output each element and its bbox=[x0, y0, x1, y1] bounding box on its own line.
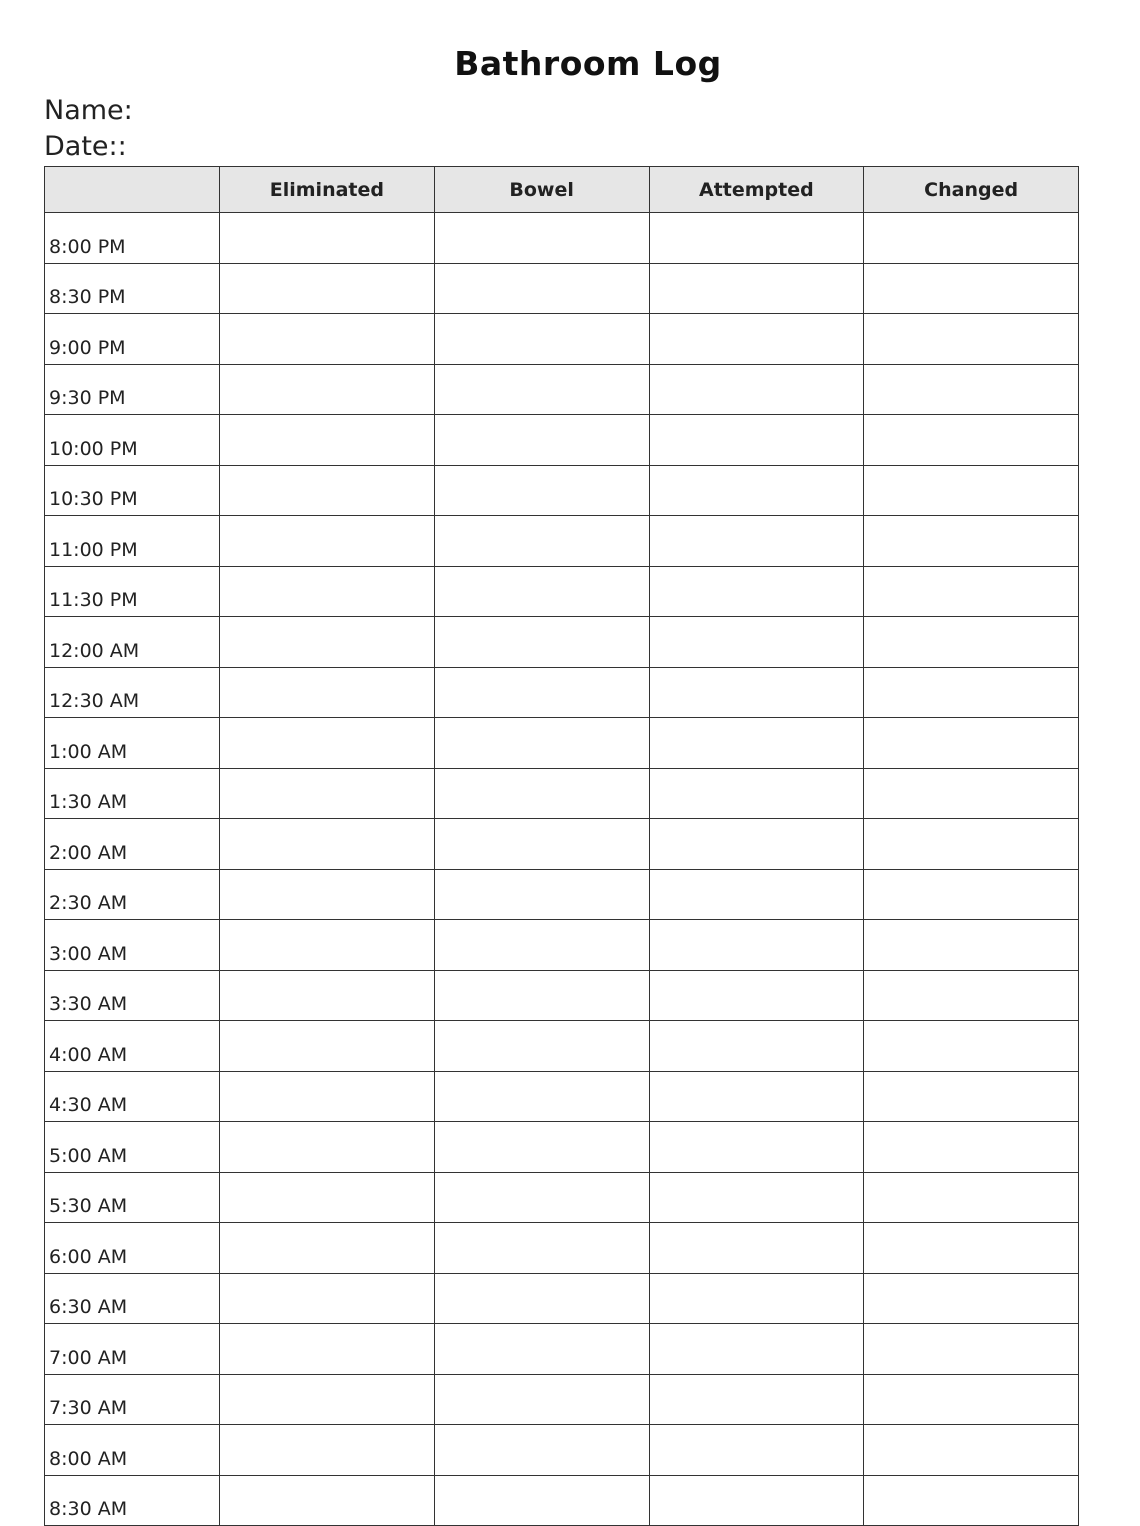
date-label: Date:: bbox=[44, 131, 127, 162]
table-row bbox=[45, 970, 1079, 1021]
attempted-cell[interactable] bbox=[649, 617, 864, 668]
changed-cell[interactable] bbox=[864, 213, 1079, 264]
eliminated-cell[interactable] bbox=[220, 213, 435, 264]
changed-cell[interactable] bbox=[864, 1071, 1079, 1122]
bowel-cell[interactable] bbox=[434, 1172, 649, 1223]
table-row bbox=[45, 1425, 1079, 1476]
bowel-cell[interactable] bbox=[434, 415, 649, 466]
bowel-cell[interactable] bbox=[434, 718, 649, 769]
time-cell: 8:00 AM bbox=[45, 1425, 220, 1476]
bowel-cell[interactable] bbox=[434, 314, 649, 365]
header-eliminated: Eliminated bbox=[220, 167, 435, 213]
attempted-cell[interactable] bbox=[649, 213, 864, 264]
time-cell: 9:00 PM bbox=[45, 314, 220, 365]
time-cell: 10:00 PM bbox=[45, 415, 220, 466]
eliminated-cell[interactable] bbox=[220, 1223, 435, 1274]
bowel-cell[interactable] bbox=[434, 465, 649, 516]
time-cell: 1:00 AM bbox=[45, 718, 220, 769]
eliminated-cell[interactable] bbox=[220, 1122, 435, 1173]
attempted-cell[interactable] bbox=[649, 718, 864, 769]
time-cell: 8:00 PM bbox=[45, 213, 220, 264]
eliminated-cell[interactable] bbox=[220, 617, 435, 668]
bowel-cell[interactable] bbox=[434, 516, 649, 567]
table-row bbox=[45, 1172, 1079, 1223]
table-row bbox=[45, 1021, 1079, 1072]
attempted-cell[interactable] bbox=[649, 768, 864, 819]
name-label: Name: bbox=[44, 95, 133, 126]
eliminated-cell[interactable] bbox=[220, 869, 435, 920]
bowel-cell[interactable] bbox=[434, 213, 649, 264]
eliminated-cell[interactable] bbox=[220, 970, 435, 1021]
bowel-cell[interactable] bbox=[434, 768, 649, 819]
changed-cell[interactable] bbox=[864, 718, 1079, 769]
eliminated-cell[interactable] bbox=[220, 1374, 435, 1425]
eliminated-cell[interactable] bbox=[220, 465, 435, 516]
attempted-cell[interactable] bbox=[649, 566, 864, 617]
attempted-cell[interactable] bbox=[649, 465, 864, 516]
time-cell: 11:30 PM bbox=[45, 566, 220, 617]
table-row bbox=[45, 566, 1079, 617]
changed-cell[interactable] bbox=[864, 465, 1079, 516]
time-cell: 1:30 AM bbox=[45, 768, 220, 819]
table-row bbox=[45, 1324, 1079, 1375]
table-row bbox=[45, 1475, 1079, 1526]
time-cell: 5:30 AM bbox=[45, 1172, 220, 1223]
attempted-cell[interactable] bbox=[649, 1223, 864, 1274]
attempted-cell[interactable] bbox=[649, 314, 864, 365]
table-row bbox=[45, 1273, 1079, 1324]
bowel-cell[interactable] bbox=[434, 1324, 649, 1375]
time-cell: 4:30 AM bbox=[45, 1071, 220, 1122]
attempted-cell[interactable] bbox=[649, 1324, 864, 1375]
changed-cell[interactable] bbox=[864, 667, 1079, 718]
table-row bbox=[45, 516, 1079, 567]
time-cell: 12:30 AM bbox=[45, 667, 220, 718]
attempted-cell[interactable] bbox=[649, 1273, 864, 1324]
table-row bbox=[45, 617, 1079, 668]
time-cell: 5:00 AM bbox=[45, 1122, 220, 1173]
page-title: Bathroom Log bbox=[454, 44, 722, 83]
bowel-cell[interactable] bbox=[434, 869, 649, 920]
table-row bbox=[45, 213, 1079, 264]
changed-cell[interactable] bbox=[864, 1475, 1079, 1526]
changed-cell[interactable] bbox=[864, 1374, 1079, 1425]
eliminated-cell[interactable] bbox=[220, 1021, 435, 1072]
time-cell: 2:30 AM bbox=[45, 869, 220, 920]
eliminated-cell[interactable] bbox=[220, 667, 435, 718]
header-time-blank bbox=[45, 167, 220, 213]
eliminated-cell[interactable] bbox=[220, 1172, 435, 1223]
table-header-row bbox=[45, 167, 1079, 213]
table-row bbox=[45, 263, 1079, 314]
table-row bbox=[45, 768, 1079, 819]
header-bowel: Bowel bbox=[434, 167, 649, 213]
changed-cell[interactable] bbox=[864, 970, 1079, 1021]
time-cell: 3:30 AM bbox=[45, 970, 220, 1021]
attempted-cell[interactable] bbox=[649, 1071, 864, 1122]
attempted-cell[interactable] bbox=[649, 263, 864, 314]
time-cell: 7:00 AM bbox=[45, 1324, 220, 1375]
time-cell: 7:30 AM bbox=[45, 1374, 220, 1425]
bowel-cell[interactable] bbox=[434, 1071, 649, 1122]
table-body bbox=[45, 213, 1079, 1526]
attempted-cell[interactable] bbox=[649, 1374, 864, 1425]
header-changed: Changed bbox=[864, 167, 1079, 213]
time-cell: 11:00 PM bbox=[45, 516, 220, 567]
table-row bbox=[45, 1223, 1079, 1274]
table-row bbox=[45, 920, 1079, 971]
changed-cell[interactable] bbox=[864, 516, 1079, 567]
bowel-cell[interactable] bbox=[434, 1223, 649, 1274]
attempted-cell[interactable] bbox=[649, 667, 864, 718]
table-row bbox=[45, 415, 1079, 466]
header-attempted: Attempted bbox=[649, 167, 864, 213]
eliminated-cell[interactable] bbox=[220, 263, 435, 314]
eliminated-cell[interactable] bbox=[220, 1071, 435, 1122]
changed-cell[interactable] bbox=[864, 364, 1079, 415]
changed-cell[interactable] bbox=[864, 768, 1079, 819]
eliminated-cell[interactable] bbox=[220, 718, 435, 769]
changed-cell[interactable] bbox=[864, 1273, 1079, 1324]
attempted-cell[interactable] bbox=[649, 869, 864, 920]
changed-cell[interactable] bbox=[864, 617, 1079, 668]
eliminated-cell[interactable] bbox=[220, 364, 435, 415]
bowel-cell[interactable] bbox=[434, 1425, 649, 1476]
changed-cell[interactable] bbox=[864, 263, 1079, 314]
changed-cell[interactable] bbox=[864, 1223, 1079, 1274]
table-row bbox=[45, 718, 1079, 769]
table-row bbox=[45, 465, 1079, 516]
changed-cell[interactable] bbox=[864, 1324, 1079, 1375]
eliminated-cell[interactable] bbox=[220, 415, 435, 466]
changed-cell[interactable] bbox=[864, 920, 1079, 971]
changed-cell[interactable] bbox=[864, 415, 1079, 466]
attempted-cell[interactable] bbox=[649, 516, 864, 567]
attempted-cell[interactable] bbox=[649, 364, 864, 415]
table-row bbox=[45, 869, 1079, 920]
time-cell: 12:00 AM bbox=[45, 617, 220, 668]
table-row bbox=[45, 1374, 1079, 1425]
bowel-cell[interactable] bbox=[434, 920, 649, 971]
table-row bbox=[45, 667, 1079, 718]
time-cell: 6:00 AM bbox=[45, 1223, 220, 1274]
eliminated-cell[interactable] bbox=[220, 768, 435, 819]
time-cell: 4:00 AM bbox=[45, 1021, 220, 1072]
eliminated-cell[interactable] bbox=[220, 566, 435, 617]
changed-cell[interactable] bbox=[864, 1425, 1079, 1476]
changed-cell[interactable] bbox=[864, 819, 1079, 870]
time-cell: 2:00 AM bbox=[45, 819, 220, 870]
attempted-cell[interactable] bbox=[649, 1021, 864, 1072]
eliminated-cell[interactable] bbox=[220, 1324, 435, 1375]
changed-cell[interactable] bbox=[864, 1021, 1079, 1072]
time-cell: 10:30 PM bbox=[45, 465, 220, 516]
bowel-cell[interactable] bbox=[434, 263, 649, 314]
bathroom-log-table bbox=[44, 166, 1079, 1526]
bowel-cell[interactable] bbox=[434, 970, 649, 1021]
attempted-cell[interactable] bbox=[649, 1425, 864, 1476]
table-row bbox=[45, 1122, 1079, 1173]
bowel-cell[interactable] bbox=[434, 819, 649, 870]
changed-cell[interactable] bbox=[864, 1172, 1079, 1223]
eliminated-cell[interactable] bbox=[220, 516, 435, 567]
attempted-cell[interactable] bbox=[649, 415, 864, 466]
table-row bbox=[45, 314, 1079, 365]
bowel-cell[interactable] bbox=[434, 1122, 649, 1173]
eliminated-cell[interactable] bbox=[220, 1475, 435, 1526]
time-cell: 6:30 AM bbox=[45, 1273, 220, 1324]
bowel-cell[interactable] bbox=[434, 667, 649, 718]
bowel-cell[interactable] bbox=[434, 364, 649, 415]
changed-cell[interactable] bbox=[864, 1122, 1079, 1173]
bowel-cell[interactable] bbox=[434, 1273, 649, 1324]
eliminated-cell[interactable] bbox=[220, 1273, 435, 1324]
eliminated-cell[interactable] bbox=[220, 1425, 435, 1476]
bowel-cell[interactable] bbox=[434, 1021, 649, 1072]
bowel-cell[interactable] bbox=[434, 1374, 649, 1425]
attempted-cell[interactable] bbox=[649, 1122, 864, 1173]
table-row bbox=[45, 1071, 1079, 1122]
time-cell: 9:30 PM bbox=[45, 364, 220, 415]
eliminated-cell[interactable] bbox=[220, 314, 435, 365]
bowel-cell[interactable] bbox=[434, 566, 649, 617]
changed-cell[interactable] bbox=[864, 869, 1079, 920]
time-cell: 3:00 AM bbox=[45, 920, 220, 971]
attempted-cell[interactable] bbox=[649, 819, 864, 870]
time-cell: 8:30 AM bbox=[45, 1475, 220, 1526]
eliminated-cell[interactable] bbox=[220, 920, 435, 971]
table-row bbox=[45, 364, 1079, 415]
attempted-cell[interactable] bbox=[649, 970, 864, 1021]
table-row bbox=[45, 819, 1079, 870]
bowel-cell[interactable] bbox=[434, 617, 649, 668]
changed-cell[interactable] bbox=[864, 314, 1079, 365]
eliminated-cell[interactable] bbox=[220, 819, 435, 870]
changed-cell[interactable] bbox=[864, 566, 1079, 617]
attempted-cell[interactable] bbox=[649, 1172, 864, 1223]
attempted-cell[interactable] bbox=[649, 920, 864, 971]
attempted-cell[interactable] bbox=[649, 1475, 864, 1526]
bowel-cell[interactable] bbox=[434, 1475, 649, 1526]
time-cell: 8:30 PM bbox=[45, 263, 220, 314]
